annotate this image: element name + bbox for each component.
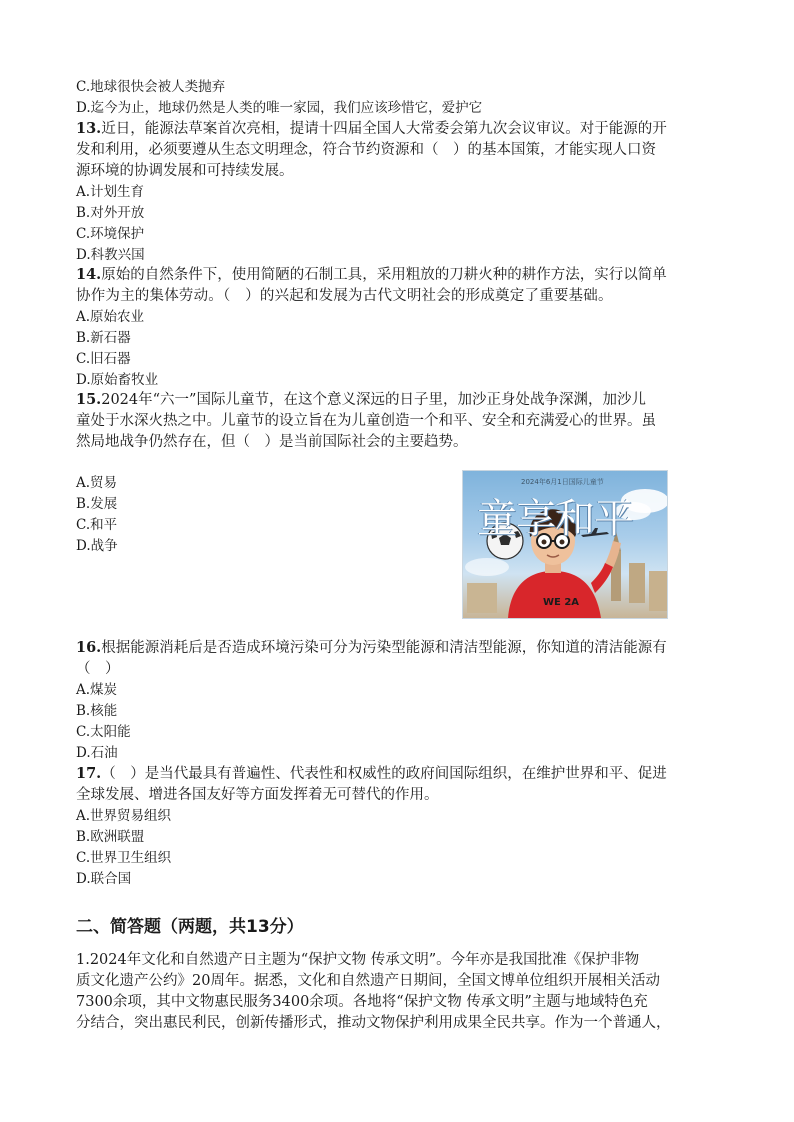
- poster-title: 童享和平: [477, 496, 633, 542]
- q15-stem-line-2: 童处于水深火热之中。儿童节的设立旨在为儿童创造一个和平、安全和充满爱心的世界。虽: [76, 413, 656, 429]
- section-2-heading: 二、简答题（两题，共13分）: [76, 917, 304, 937]
- sq1-line-4: 分结合，突出惠民利民，创新传播形式，推动文物保护利用成果全民共享。作为一个普通人，: [76, 1015, 671, 1031]
- q13-option-a: A.计划生育: [76, 184, 145, 200]
- q16-stem-line-1: 16.根据能源消耗后是否造成环境污染可分为污染型能源和清洁型能源，你知道的清洁能源有: [76, 639, 667, 656]
- q13-option-c: C.环境保护: [76, 226, 145, 242]
- poster-subtitle: 2024年6月1日国际儿童节: [521, 478, 604, 486]
- q17-stem-line-2: 全球发展、增进各国友好等方面发挥着无可替代的作用。: [76, 787, 439, 803]
- sq1-line-1: 1.2024年文化和自然遗产日主题为“保护文物 传承文明”。今年亦是我国批准《保护非物: [76, 952, 640, 968]
- q15-option-a: A.贸易: [76, 475, 118, 491]
- sq1-line-2: 质文化遗产公约》20周年。据悉，文化和自然遗产日期间，全国文博单位组织开展相关活动: [76, 973, 660, 989]
- q12-option-d: D.迄今为止，地球仍然是人类的唯一家园，我们应该珍惜它，爱护它: [76, 100, 483, 116]
- q13-option-d: D.科教兴国: [76, 247, 145, 263]
- q17-option-c: C.世界卫生组织: [76, 850, 172, 866]
- q14-option-c: C.旧石器: [76, 351, 131, 367]
- q12-option-c: C.地球很快会被人类抛弃: [76, 79, 226, 95]
- q13-stem-line-2: 发和利用，必须要遵从生态文明理念，符合节约资源和（ ）的基本国策，才能实现人口资: [76, 142, 656, 158]
- q13-number: 13.: [76, 120, 102, 137]
- q14-number: 14.: [76, 266, 102, 283]
- q17-option-d: D.联合国: [76, 871, 132, 887]
- q15-stem-line-1: 15.2024年“六一”国际儿童节，在这个意义深远的日子里，加沙正身处战争深渊，加沙儿: [76, 391, 646, 408]
- q15-option-c: C.和平: [76, 517, 118, 533]
- q16-option-c: C.太阳能: [76, 724, 131, 740]
- childrens-day-poster-image: [462, 470, 668, 619]
- q14-option-a: A.原始农业: [76, 309, 145, 325]
- q17-option-a: A.世界贸易组织: [76, 808, 172, 824]
- q16-number: 16.: [76, 639, 102, 656]
- q16-option-d: D.石油: [76, 745, 118, 761]
- q16-option-b: B.核能: [76, 703, 118, 719]
- q15-number: 15.: [76, 391, 102, 408]
- poster-shirt-text: WE 2A: [543, 597, 580, 608]
- sq1-line-3: 7300余项，其中文物惠民服务3400余项。各地将“保护文物 传承文明”主题与地域特色充: [76, 994, 648, 1010]
- q13-option-b: B.对外开放: [76, 205, 145, 221]
- q15-stem-line-3: 然局地战争仍然存在，但（ ）是当前国际社会的主要趋势。: [76, 434, 468, 450]
- q14-option-d: D.原始畜牧业: [76, 372, 159, 388]
- q14-stem-line-2: 协作为主的集体劳动。（ ）的兴起和发展为古代文明社会的形成奠定了重要基础。: [76, 288, 613, 304]
- q15-option-d: D.战争: [76, 538, 118, 554]
- q17-option-b: B.欧洲联盟: [76, 829, 145, 845]
- q16-stem-line-2: （ ）: [76, 661, 120, 677]
- q15-option-b: B.发展: [76, 496, 118, 512]
- q13-stem-line-3: 源环境的协调发展和可持续发展。: [76, 163, 294, 179]
- q14-option-b: B.新石器: [76, 330, 131, 346]
- q17-number: 17.: [76, 765, 102, 782]
- q14-stem-line-1: 14.原始的自然条件下，使用简陋的石制工具，采用粗放的刀耕火种的耕作方法，实行以简单: [76, 266, 667, 283]
- q13-stem-line-1: 13.近日，能源法草案首次亮相，提请十四届全国人大常委会第九次会议审议。对于能源的开: [76, 120, 667, 137]
- q17-stem-line-1: 17.（ ）是当代最具有普遍性、代表性和权威性的政府间国际组织，在维护世界和平、促进: [76, 765, 667, 782]
- q16-option-a: A.煤炭: [76, 682, 118, 698]
